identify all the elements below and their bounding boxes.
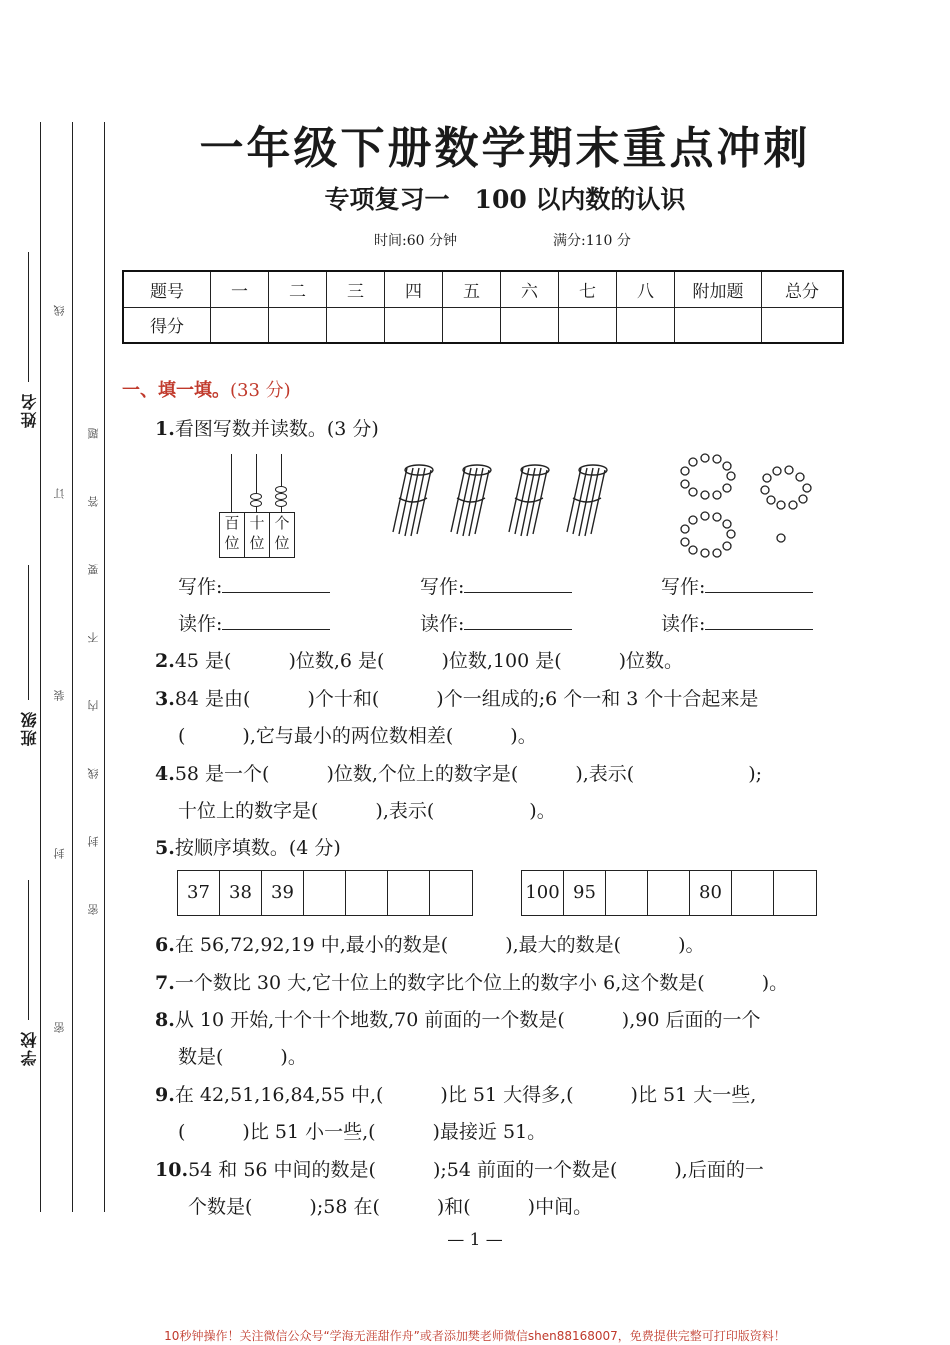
- question-number: 1.: [155, 418, 175, 440]
- question-number: 4.: [155, 763, 175, 785]
- sequence-boxes-2: [521, 870, 817, 916]
- sequence-cell: 80: [690, 871, 732, 915]
- answer-blank[interactable]: [222, 611, 330, 630]
- sequence-cell[interactable]: [648, 871, 690, 915]
- seal-char: 封: [53, 848, 66, 859]
- read-label: 读作:: [178, 613, 223, 635]
- abacus-place-tens: [244, 512, 270, 558]
- question-text: 从 10 开始,十个十个地数,70 前面的一个数是( ),90 后面的一个: [174, 1009, 761, 1031]
- write-label: 写作:: [178, 576, 223, 598]
- question-number: 5.: [155, 837, 175, 859]
- question-7: [155, 968, 788, 995]
- table-cell: 题号: [123, 271, 211, 307]
- write-label: 写作:: [420, 576, 465, 598]
- section-points: (33 分): [230, 380, 291, 401]
- school-fill-line[interactable]: [28, 880, 29, 1020]
- question-text: 在 56,72,92,19 中,最小的数是( ),最大的数是( )。: [174, 934, 705, 956]
- sequence-cell[interactable]: [346, 871, 388, 915]
- read-label: 读作:: [420, 613, 465, 635]
- place-label: 十: [249, 514, 265, 532]
- write-answer-2: [420, 572, 572, 599]
- abacus-place-ones: [269, 512, 295, 558]
- question-10-cont: 个数是( );58 在( )和( )中间。: [188, 1196, 593, 1218]
- warning-char: 不: [87, 632, 100, 643]
- margin-border-line: [72, 122, 73, 1212]
- table-cell: 四: [385, 271, 443, 307]
- abacus-bead: [275, 493, 287, 500]
- place-label: 位: [274, 534, 290, 552]
- read-answer-2: [420, 609, 572, 636]
- sequence-cell[interactable]: [732, 871, 774, 915]
- sequence-boxes-1: [177, 870, 473, 916]
- warning-char: 要: [87, 564, 100, 575]
- sequence-cell: 37: [178, 871, 220, 915]
- abacus-place-hundreds: [219, 512, 245, 558]
- page-title: 一年级下册数学期末重点冲刺: [199, 123, 811, 174]
- question-8: [155, 1005, 760, 1032]
- table-cell: 附加题: [675, 271, 762, 307]
- score-cell[interactable]: [559, 307, 617, 343]
- abacus-bead: [250, 493, 262, 500]
- question-1: [155, 414, 379, 441]
- question-number: 8.: [155, 1009, 175, 1031]
- score-cell[interactable]: [617, 307, 675, 343]
- score-cell[interactable]: [443, 307, 501, 343]
- place-label: 百: [224, 514, 240, 532]
- place-label: 位: [224, 534, 240, 552]
- question-9-cont: ( )比 51 小一些,( )最接近 51。: [178, 1121, 547, 1143]
- seal-char: 订: [53, 488, 66, 499]
- question-5: [155, 833, 341, 860]
- warning-char: 内: [87, 700, 100, 711]
- read-label: 读作:: [661, 613, 706, 635]
- abacus-bead: [275, 486, 287, 493]
- score-cell[interactable]: [501, 307, 559, 343]
- answer-blank[interactable]: [705, 574, 813, 593]
- name-label: 姓名: [20, 392, 39, 428]
- footer-note: 10秒钟操作！关注微信公众号“学海无涯甜作舟”或者添加樊老师微信shen88168007，免费提供完整可打印版资料！: [164, 1329, 786, 1343]
- section-heading: [122, 376, 291, 402]
- table-cell: 三: [327, 271, 385, 307]
- warning-char: 密: [87, 904, 100, 915]
- write-answer-3: [661, 572, 813, 599]
- sequence-cell: 39: [262, 871, 304, 915]
- sequence-cell[interactable]: [774, 871, 816, 915]
- question-4: [155, 759, 762, 786]
- time-limit: 时间:60 分钟: [374, 233, 457, 249]
- bead-rings-image: [675, 450, 825, 560]
- place-label: 个: [274, 514, 290, 532]
- question-text: 84 是由( )个十和( )个一组成的;6 个一和 3 个十合起来是: [174, 688, 759, 710]
- place-label: 位: [249, 534, 265, 552]
- answer-blank[interactable]: [464, 611, 572, 630]
- table-cell: 五: [443, 271, 501, 307]
- question-number: 7.: [155, 972, 175, 994]
- sequence-cell[interactable]: [304, 871, 346, 915]
- table-cell: 八: [617, 271, 675, 307]
- question-8-cont: 数是( )。: [178, 1046, 307, 1068]
- table-row: [123, 271, 843, 307]
- write-answer-1: [178, 572, 330, 599]
- question-text: 在 42,51,16,84,55 中,( )比 51 大得多,( )比 51 大一些,: [174, 1084, 757, 1106]
- sequence-cell[interactable]: [430, 871, 472, 915]
- question-text: 58 是一个( )位数,个位上的数字是( ),表示( );: [174, 763, 763, 785]
- warning-char: 答: [87, 496, 100, 507]
- answer-blank[interactable]: [464, 574, 572, 593]
- score-cell[interactable]: [211, 307, 269, 343]
- write-label: 写作:: [661, 576, 706, 598]
- question-number: 9.: [155, 1084, 175, 1106]
- question-number: 3.: [155, 688, 175, 710]
- warning-char: 线: [87, 768, 100, 779]
- question-text: 一个数比 30 大,它十位上的数字比个位上的数字小 6,这个数是( )。: [174, 972, 789, 994]
- question-text: 54 和 56 中间的数是( );54 前面的一个数是( ),后面的一: [188, 1159, 764, 1181]
- sequence-cell[interactable]: [388, 871, 430, 915]
- warning-char: 题: [87, 428, 100, 439]
- school-label: 学校: [20, 1030, 39, 1066]
- section-title: 一、填一填。: [122, 380, 230, 401]
- table-cell: 二: [269, 271, 327, 307]
- seal-char: 线: [53, 305, 66, 316]
- question-2: [155, 646, 683, 673]
- question-number: 2.: [155, 650, 175, 672]
- table-cell: 六: [501, 271, 559, 307]
- sequence-cell[interactable]: [606, 871, 648, 915]
- question-text: 按顺序填数。(4 分): [174, 837, 341, 859]
- answer-blank[interactable]: [705, 611, 813, 630]
- table-cell: 一: [211, 271, 269, 307]
- question-3: [155, 684, 758, 711]
- read-answer-1: [178, 609, 330, 636]
- question-text: 看图写数并读数。(3 分): [174, 418, 379, 440]
- table-cell: 得分: [123, 307, 211, 343]
- warning-char: 封: [87, 836, 100, 847]
- stick-bundles-image: [385, 462, 625, 544]
- score-cell[interactable]: [269, 307, 327, 343]
- score-cell[interactable]: [385, 307, 443, 343]
- question-3-cont: ( ),它与最小的两位数相差( )。: [178, 725, 537, 747]
- seal-char: 密: [53, 1022, 66, 1033]
- read-answer-3: [661, 609, 813, 636]
- question-9: [155, 1080, 756, 1107]
- question-number: 10.: [155, 1159, 189, 1181]
- answer-blank[interactable]: [222, 574, 330, 593]
- sequence-cell: 95: [564, 871, 606, 915]
- score-cell[interactable]: [675, 307, 762, 343]
- class-label: 班级: [20, 710, 39, 746]
- sequence-cell: 38: [220, 871, 262, 915]
- abacus-bead: [275, 500, 287, 507]
- sequence-cell: 100: [522, 871, 564, 915]
- abacus-rod: [231, 454, 232, 512]
- score-cell[interactable]: [762, 307, 844, 343]
- page-subtitle: 专项复习一 100 以内数的认识: [324, 185, 686, 214]
- question-4-cont: 十位上的数字是( ),表示( )。: [178, 800, 556, 822]
- question-10: [155, 1155, 764, 1182]
- full-score: 满分:110 分: [553, 233, 631, 249]
- name-fill-line[interactable]: [28, 252, 29, 382]
- table-cell: 七: [559, 271, 617, 307]
- abacus-bead: [250, 500, 262, 507]
- table-row: [123, 307, 843, 343]
- table-cell: 总分: [762, 271, 844, 307]
- class-fill-line[interactable]: [28, 565, 29, 700]
- question-6: [155, 930, 704, 957]
- question-number: 6.: [155, 934, 175, 956]
- score-table: [122, 270, 844, 344]
- score-cell[interactable]: [327, 307, 385, 343]
- page-number: — 1 —: [447, 1230, 503, 1250]
- question-text: 45 是( )位数,6 是( )位数,100 是( )位数。: [174, 650, 684, 672]
- seal-char: 装: [53, 690, 66, 701]
- margin-border-line: [104, 122, 105, 1212]
